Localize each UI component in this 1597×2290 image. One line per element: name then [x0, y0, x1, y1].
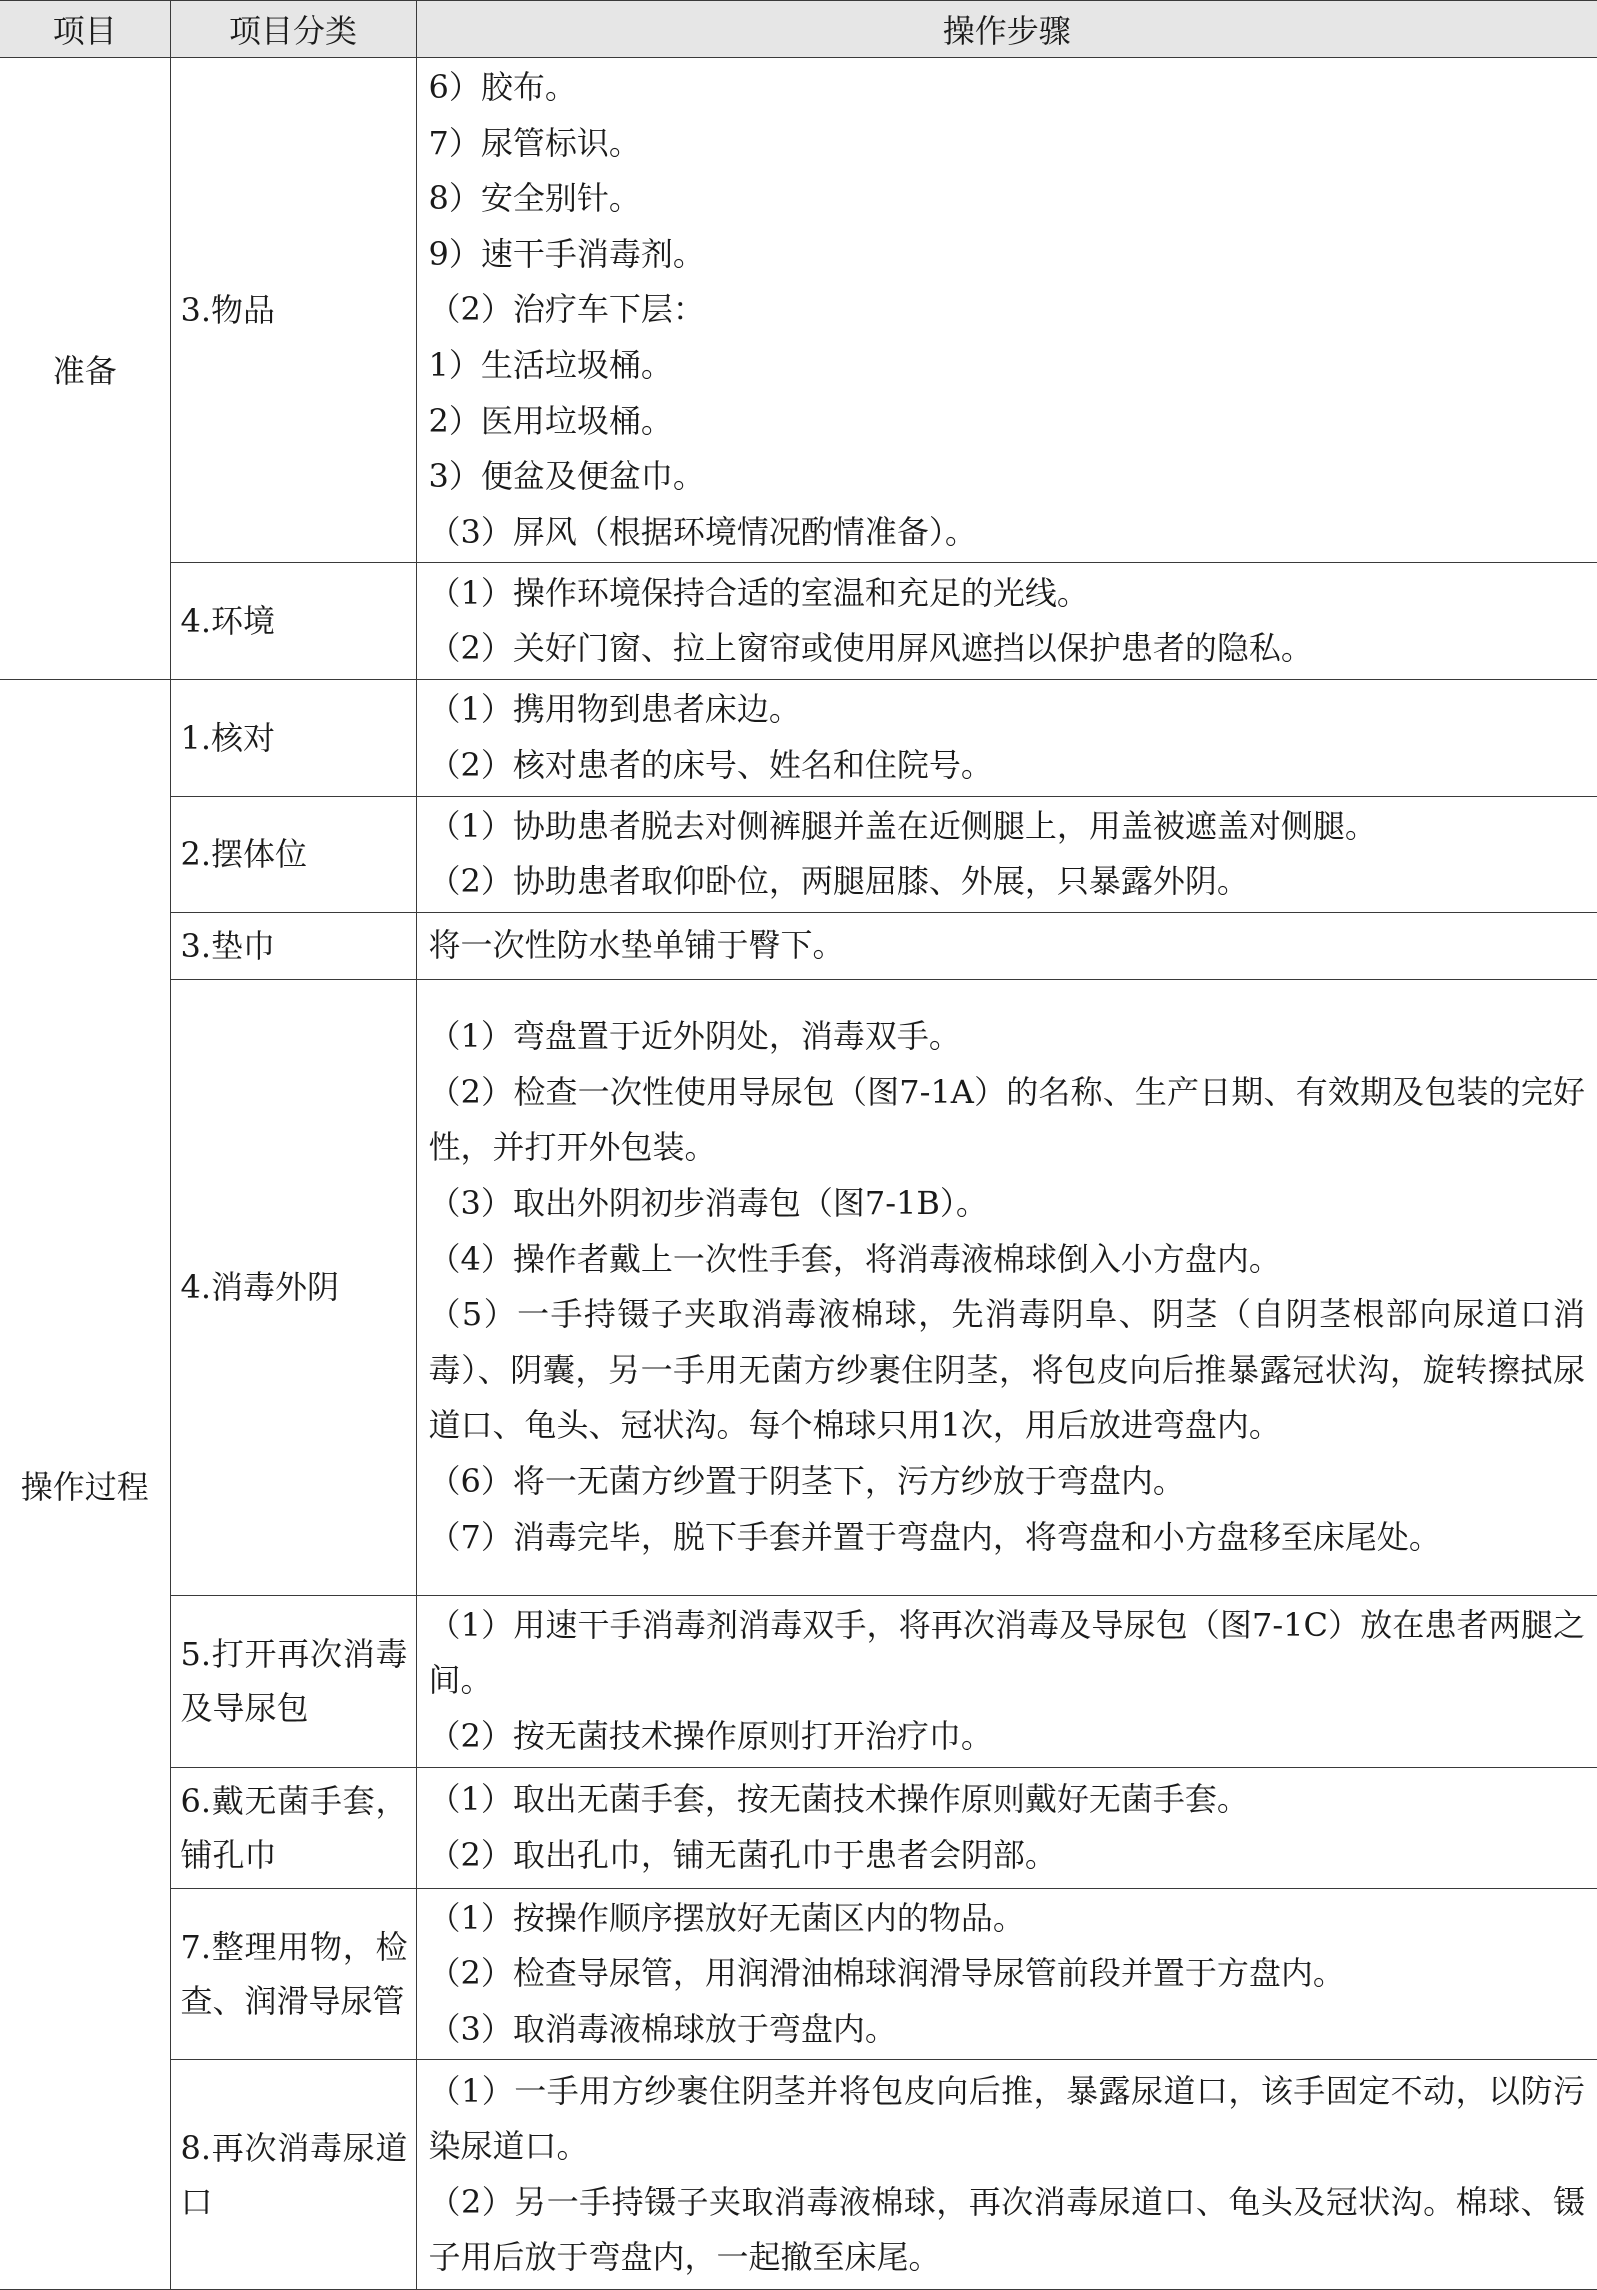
table-row — [0, 1888, 1597, 2060]
step-line: 3）便盆及便盆巾。 — [428, 457, 705, 496]
row-category: 3.物品 — [170, 58, 416, 563]
header-steps: 操作步骤 — [416, 1, 1597, 58]
row-category: 3.垫巾 — [170, 912, 416, 979]
row-category: 1.核对 — [170, 680, 416, 796]
step-line: （7）消毒完毕，脱下手套并置于弯盘内，将弯盘和小方盘移至床尾处。 — [428, 1517, 1441, 1556]
step-line: 6）胶布。 — [428, 68, 577, 106]
step-line: 1）生活垃圾桶。 — [428, 345, 673, 384]
header-project: 项目 — [0, 1, 170, 58]
group-label-preparation: 准备 — [0, 58, 170, 680]
row-steps — [416, 563, 1597, 680]
row-steps — [416, 1595, 1597, 1767]
row-steps — [416, 796, 1597, 912]
step-line: （1）弯盘置于近外阴处，消毒双手。 — [428, 1017, 961, 1056]
step-line: （3）屏风（根据环境情况酌情准备）。 — [428, 512, 977, 551]
row-category: 5.打开再次消毒及导尿包 — [170, 1595, 416, 1767]
step-line: 2）医用垃圾桶。 — [428, 401, 673, 440]
step-line: 9）速干手消毒剂。 — [428, 234, 705, 273]
step-line: （1）取出无菌手套，按无菌技术操作原则戴好无菌手套。 — [428, 1779, 1249, 1818]
table-row — [0, 979, 1597, 1595]
step-line: （5）一手持镊子夹取消毒液棉球，先消毒阴阜、阴茎（自阴茎根部向尿道口消毒）、阴囊，另一手用无菌方纱裹住阴茎，将包皮向后推暴露冠状沟，旋转擦拭尿道口、龟头、冠状沟。每个棉球只用1次，用后放进弯盘内。 — [428, 1295, 1585, 1445]
row-steps — [416, 58, 1597, 563]
step-line: （2）取出孔巾，铺无菌孔巾于患者会阴部。 — [428, 1835, 1057, 1874]
step-line: （2）按无菌技术操作原则打开治疗巾。 — [428, 1716, 993, 1755]
step-line: （1）携用物到患者床边。 — [428, 690, 801, 729]
row-steps — [416, 1767, 1597, 1888]
header-category: 项目分类 — [170, 1, 416, 58]
step-line: （1）操作环境保持合适的室温和充足的光线。 — [428, 573, 1089, 612]
step-line: （2）核对患者的床号、姓名和住院号。 — [428, 745, 993, 784]
step-line: 将一次性防水垫单铺于臀下。 — [428, 925, 845, 964]
table-row — [0, 912, 1597, 979]
step-line: （2）治疗车下层： — [428, 290, 705, 329]
step-line: 8）安全别针。 — [428, 179, 641, 218]
group-label-operation: 操作过程 — [0, 680, 170, 2290]
row-steps — [416, 912, 1597, 979]
table-row — [0, 1595, 1597, 1767]
row-category: 4.环境 — [170, 563, 416, 680]
step-line: （1）按操作顺序摆放好无菌区内的物品。 — [428, 1898, 1025, 1937]
row-category: 6.戴无菌手套，铺孔巾 — [170, 1767, 416, 1888]
table-row — [0, 1767, 1597, 1888]
step-line: （2）关好门窗、拉上窗帘或使用屏风遮挡以保护患者的隐私。 — [428, 629, 1313, 668]
row-category: 2.摆体位 — [170, 796, 416, 912]
row-steps — [416, 2060, 1597, 2290]
step-line: （3）取出外阴初步消毒包（图7-1B）。 — [428, 1184, 988, 1223]
step-line: （1）用速干手消毒剂消毒双手，将再次消毒及导尿包（图7-1C）放在患者两腿之间。 — [428, 1605, 1585, 1700]
table-row — [0, 563, 1597, 680]
table-row — [0, 680, 1597, 796]
table-row — [0, 58, 1597, 563]
step-line: （2）协助患者取仰卧位，两腿屈膝、外展，只暴露外阴。 — [428, 862, 1249, 901]
row-steps — [416, 1888, 1597, 2060]
table-row — [0, 2060, 1597, 2290]
step-line: （2）检查导尿管，用润滑油棉球润滑导尿管前段并置于方盘内。 — [428, 1954, 1345, 1993]
step-line: （3）取消毒液棉球放于弯盘内。 — [428, 2009, 897, 2048]
row-steps — [416, 979, 1597, 1595]
step-line: （2）检查一次性使用导尿包（图7-1A）的名称、生产日期、有效期及包装的完好性，并打开外包装。 — [428, 1072, 1585, 1167]
table-header-row — [0, 1, 1597, 58]
step-line: （1）协助患者脱去对侧裤腿并盖在近侧腿上，用盖被遮盖对侧腿。 — [428, 806, 1377, 845]
row-steps — [416, 680, 1597, 796]
step-line: 7）尿管标识。 — [428, 123, 641, 162]
table-row — [0, 796, 1597, 912]
step-line: （1）一手用方纱裹住阴茎并将包皮向后推，暴露尿道口，该手固定不动，以防污染尿道口。 — [428, 2071, 1585, 2166]
row-category: 7.整理用物，检查、润滑导尿管 — [170, 1888, 416, 2060]
step-line: （4）操作者戴上一次性手套，将消毒液棉球倒入小方盘内。 — [428, 1239, 1281, 1278]
row-category: 4.消毒外阴 — [170, 979, 416, 1595]
step-line: （2）另一手持镊子夹取消毒液棉球，再次消毒尿道口、龟头及冠状沟。棉球、镊子用后放于弯盘内，一起撤至床尾。 — [428, 2182, 1585, 2277]
row-category: 8.再次消毒尿道口 — [170, 2060, 416, 2290]
step-line: （6）将一无菌方纱置于阴茎下，污方纱放于弯盘内。 — [428, 1462, 1185, 1500]
